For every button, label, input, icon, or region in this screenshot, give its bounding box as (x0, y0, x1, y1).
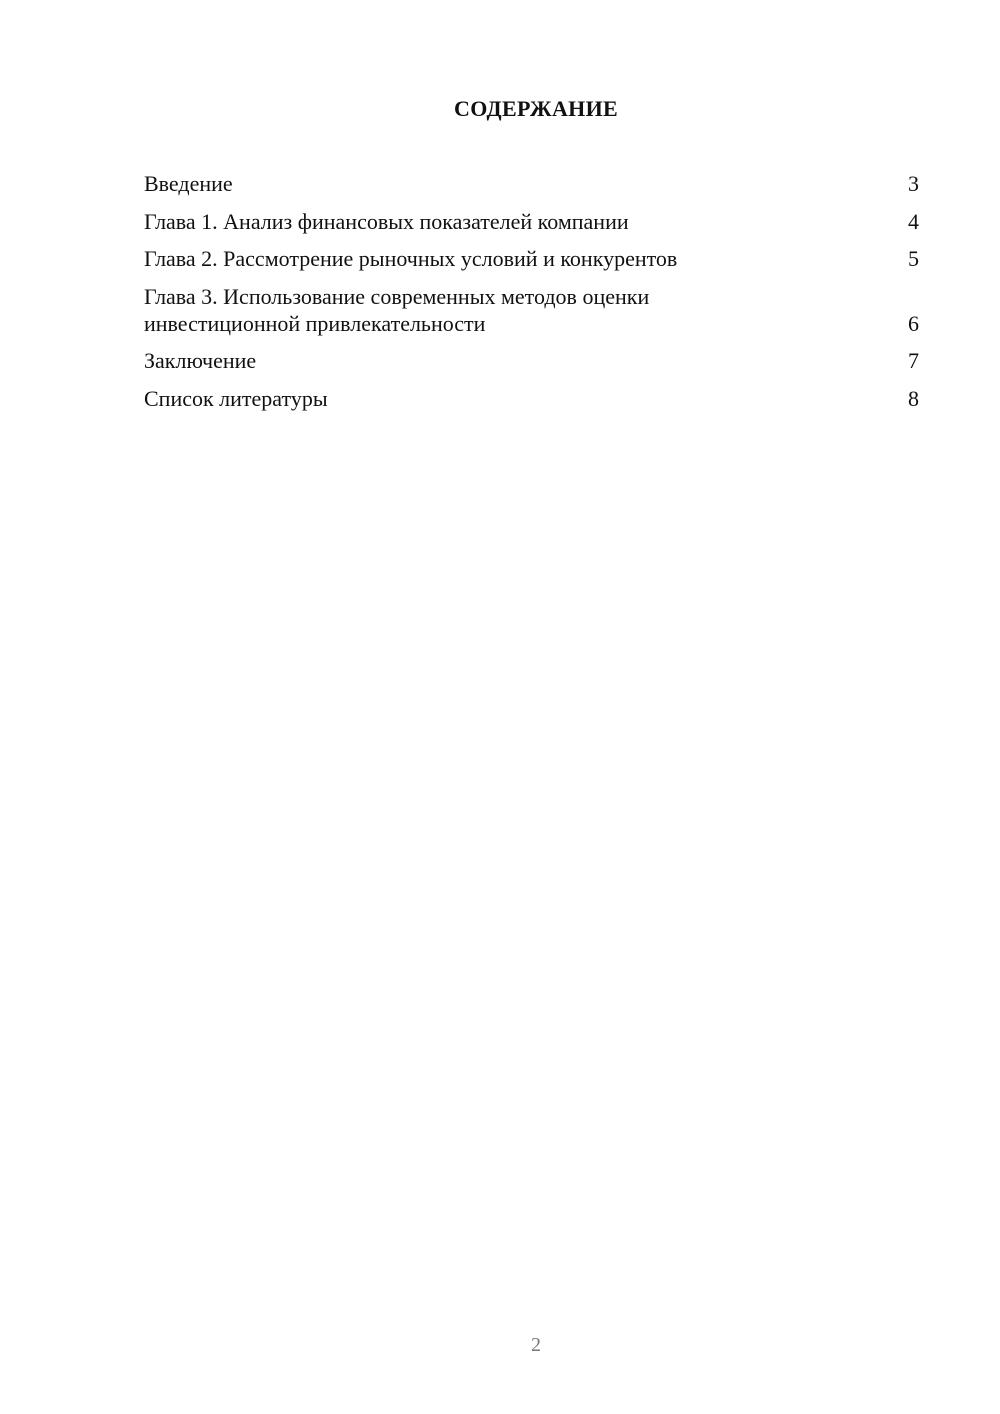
table-of-contents (144, 170, 919, 422)
toc-entry-page: 7 (908, 348, 919, 373)
page-title: СОДЕРЖАНИЕ (454, 96, 618, 121)
toc-entry-page: 4 (908, 208, 919, 234)
toc-entry-conclusion[interactable] (144, 347, 919, 374)
toc-entry-label: Глава 2. Рассмотрение рыночных условий и конкурентов (144, 246, 678, 271)
toc-entry-label: Введение (144, 171, 233, 196)
toc-entry-chapter-3[interactable] (144, 283, 919, 337)
toc-entry-label: Список литературы (144, 385, 328, 411)
toc-entry-chapter-1[interactable] (144, 208, 919, 235)
toc-entry-label: Глава 1. Анализ финансовых показателей компании (144, 208, 629, 234)
page-number: 2 (531, 1334, 541, 1356)
toc-entry-references[interactable] (144, 385, 919, 412)
toc-entry-label: Заключение (144, 348, 257, 373)
toc-entry-chapter-2[interactable] (144, 245, 919, 272)
toc-entry-label: Глава 3. Использование современных методов оценки инвестиционной привлекательности (144, 283, 650, 336)
toc-entry-page: 3 (908, 171, 919, 196)
toc-entry-page: 6 (908, 310, 919, 336)
toc-entry-introduction[interactable] (144, 170, 919, 197)
toc-entry-page: 8 (908, 385, 919, 411)
toc-entry-page: 5 (908, 246, 919, 271)
